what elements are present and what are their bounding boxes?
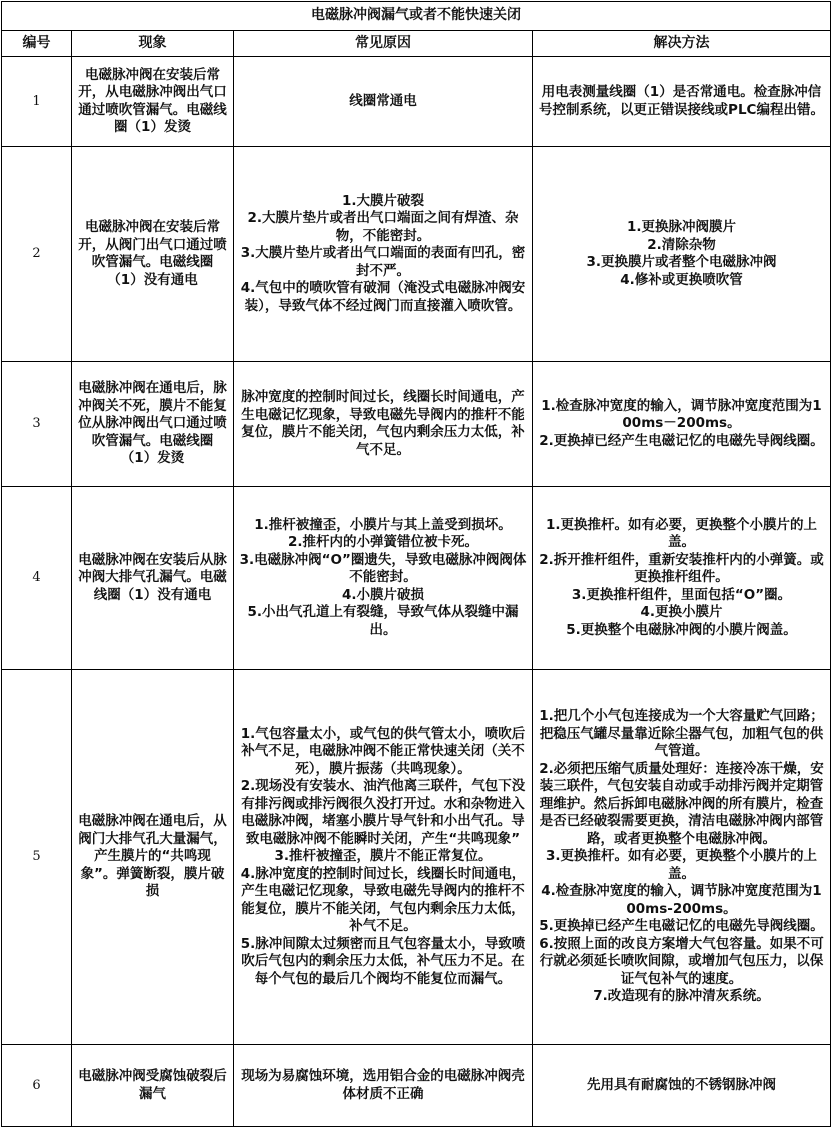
row-number: 6 <box>2 1045 72 1127</box>
solution-line: 3.更换推杆。如有必要，更换整个小膜片的上盖。 <box>545 848 818 882</box>
solution-cell <box>533 1045 831 1127</box>
solution-line: 1.更换脉冲阀膜片 <box>626 219 737 235</box>
cause-line: 3.电磁脉冲阀“O”圈遗失，导致电磁脉冲阀阀体不能密封。 <box>239 551 527 586</box>
row-number: 1 <box>2 57 72 147</box>
cause-line: 3.大膜片垫片或者出气口端面的表面有凹孔，密封不严。 <box>240 245 526 279</box>
phenomenon-cell: 电磁脉冲阀在安装后常开，从电磁脉冲阀出气口通过喷吹管漏气。电磁线圈（1）发烫 <box>72 57 234 147</box>
phenomenon-cell: 电磁脉冲阀在通电后，从阀门大排气孔大量漏气，产生膜片的“共鸣现象”。弹簧断裂，膜片破损 <box>72 670 234 1045</box>
solution-line: 1.更换推杆。如有必要，更换整个小膜片的上盖。 <box>545 516 818 551</box>
phenomenon-cell: 电磁脉冲阀在安装后常开，从阀门出气口通过喷吹管漏气。电磁线圈（1）没有通电 <box>72 147 234 362</box>
cause-line: 1.大膜片破裂 <box>341 192 425 209</box>
cause-cell <box>234 57 533 147</box>
solution-line: 1.检查脉冲宽度的输入，调节脉冲宽度范围为100ms－200ms。 <box>541 397 822 432</box>
solution-line: 2.拆开推杆组件，重新安装推杆内的小弹簧。或更换推杆组件。 <box>539 551 824 586</box>
cause-cell <box>234 1045 533 1127</box>
solution-line: 4.更换小膜片 <box>640 604 723 621</box>
solution-line: 用电表测量线圈（1）是否常通电。检查脉冲信号控制系统，以更正错误接线或PLC编程出错。 <box>539 84 824 118</box>
phenomenon-cell: 电磁脉冲阀在通电后，脉冲阀关不死，膜片不能复位从脉冲阀出气口通过喷吹管漏气。电磁线圈（1）发烫 <box>72 362 234 487</box>
table-title: 电磁脉冲阀漏气或者不能快速关闭 <box>2 2 831 31</box>
cause-line: 1.推杆被撞歪，小膜片与其上盖受到损坏。 <box>254 516 512 533</box>
solution-cell <box>533 487 831 670</box>
solution-line: 7.改造现有的脉冲清灰系统。 <box>593 988 770 1005</box>
cause-line: 4.小膜片破损 <box>341 586 425 603</box>
solution-line: 2.更换掉已经产生电磁记忆的电磁先导阀线圈。 <box>539 432 824 449</box>
row-number: 4 <box>2 487 72 670</box>
cause-line: 5.小出气孔道上有裂缝，导致气体从裂缝中漏出。 <box>247 604 519 638</box>
title-row <box>2 2 831 31</box>
cause-line: 2.现场没有安装水、油汽他离三联件，气包下没有排污阀或排污阀很久没打开过。水和杂物进入电磁脉冲阀，堵塞小膜片导气针和小出气孔。导致电磁脉冲阀不能瞬时关闭，产生“共鸣现象” <box>240 778 526 847</box>
phenomenon-cell: 电磁脉冲阀受腐蚀破裂后漏气 <box>72 1045 234 1127</box>
header-number: 编号 <box>2 31 72 57</box>
cause-line: 3.推杆被撞歪，膜片不能正常复位。 <box>274 848 492 865</box>
cause-cell <box>234 147 533 362</box>
solution-line: 5.更换整个电磁脉冲阀的小膜片阀盖。 <box>566 621 797 638</box>
solution-cell <box>533 362 831 487</box>
solution-line: 2.清除杂物 <box>647 236 716 253</box>
table-row <box>2 362 831 487</box>
row-number: 3 <box>2 362 72 487</box>
cause-line: 线圈常通电 <box>349 92 417 109</box>
header-cause: 常见原因 <box>234 31 533 57</box>
solution-line: 4.检查脉冲宽度的输入，调节脉冲宽度范围为100ms-200ms。 <box>541 883 822 917</box>
cause-line: 5.脉冲间隙太过频密而且气包容量太小，导致喷吹后气包内的剩余压力太低，补气压力不足。在每个气包的最后几个阀均不能复位而漏气。 <box>240 935 526 987</box>
cause-line: 脉冲宽度的控制时间过长，线圈长时间通电，产生电磁记忆现象，导致电磁先导阀内的推杆不能复位，膜片不能关闭，气包内剩余压力太低，补气不足。 <box>241 389 525 458</box>
table-row <box>2 487 831 670</box>
solution-cell <box>533 57 831 147</box>
table-row <box>2 57 831 147</box>
cause-line: 2.大膜片垫片或者出气口端面之间有焊渣、杂物，不能密封。 <box>247 210 519 244</box>
solution-cell <box>533 147 831 362</box>
cause-line: 1.气包容量太小，或气包的供气管太小，喷吹后补气不足，电磁脉冲阀不能正常快速关闭（关不死），膜片振荡（共鸣现象）。 <box>240 725 526 777</box>
header-row <box>2 31 831 57</box>
cause-cell <box>234 362 533 487</box>
solution-line: 5.更换掉已经产生电磁记忆的电磁先导阀线圈。 <box>539 918 824 935</box>
solution-line: 2.必须把压缩气质量处理好：连接冷冻干燥，安装三联件，气包安装自动或手动排污阀并定期管理维护。然后拆卸电磁脉冲阀的所有膜片，检查是否已经破裂需要更换，清洁电磁脉冲阀内部管路，或者更换整个电磁脉冲阀。 <box>539 760 824 847</box>
header-solution: 解决方法 <box>533 31 831 57</box>
cause-line: 2.推杆内的小弹簧错位被卡死。 <box>287 534 479 551</box>
fault-table <box>1 1 831 1127</box>
row-number: 5 <box>2 670 72 1045</box>
solution-line: 3.更换膜片或者整个电磁脉冲阀 <box>586 254 777 270</box>
cause-cell <box>234 487 533 670</box>
solution-line: 4.修补或更换喷吹管 <box>620 271 743 288</box>
row-number: 2 <box>2 147 72 362</box>
table-row <box>2 670 831 1045</box>
solution-line: 3.更换推杆组件，里面包括“O”圈。 <box>571 586 792 603</box>
solution-line: 1.把几个小气包连接成为一个大容量贮气回路；把稳压气罐尽量靠近除尘器气包，加粗气包的供气管道。 <box>539 708 824 760</box>
solution-cell <box>533 670 831 1045</box>
cause-line: 现场为易腐蚀环境，选用铝合金的电磁脉冲阀壳体材质不正确 <box>241 1068 525 1102</box>
header-phenomenon: 现象 <box>72 31 234 57</box>
cause-cell <box>234 670 533 1045</box>
table-row <box>2 147 831 362</box>
cause-line: 4.脉冲宽度的控制时间过长，线圈长时间通电，产生电磁记忆现象，导致电磁先导阀内的推杆不能复位，膜片不能关闭，气包内剩余压力太低，补气不足。 <box>240 865 526 935</box>
solution-line: 6.按照上面的改良方案增大气包容量。如果不可行就必须延长喷吹间隙，或增加气包压力，以保证气包补气的速度。 <box>539 935 824 987</box>
cause-line: 4.气包中的喷吹管有破洞（淹没式电磁脉冲阀安装），导致气体不经过阀门而直接灌入喷吹管。 <box>240 280 526 314</box>
table-row <box>2 1045 831 1127</box>
phenomenon-cell: 电磁脉冲阀在安装后从脉冲阀大排气孔漏气。电磁线圈（1）没有通电 <box>72 487 234 670</box>
solution-line: 先用具有耐腐蚀的不锈钢脉冲阀 <box>587 1076 776 1093</box>
